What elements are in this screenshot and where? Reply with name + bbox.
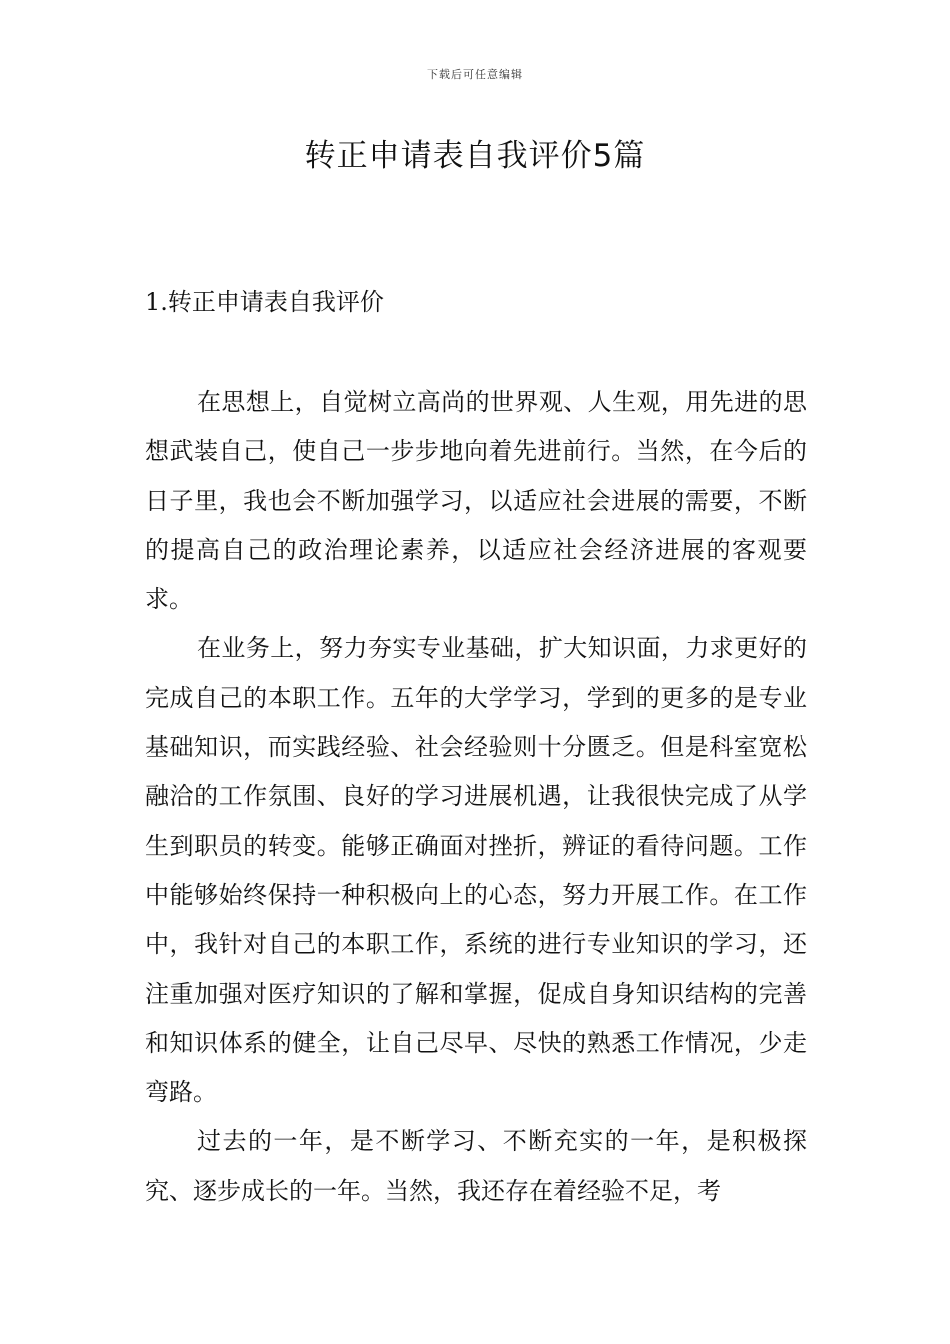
section-heading: 1.转正申请表自我评价 [145, 288, 384, 316]
paragraph-business: 在业务上，努力夯实专业基础，扩大知识面，力求更好的完成自己的本职工作。五年的大学学习，学到的更多的是专业基础知识，而实践经验、社会经验则十分匮乏。但是科室宽松融洽的工作氛围、良好的学习进展机遇，让我很快完成了从学生到职员的转变。能够正确面对挫折，辨证的看待问题。工作中能够始终保持一种积极向上的心态，努力开展工作。在工作中，我针对自己的本职工作，系统的进行专业知识的学习，还注重加强对医疗知识的了解和掌握，促成自身知识结构的完善和知识体系的健全，让自己尽早、尽快的熟悉工作情况，少走弯路。 [145, 634, 807, 1107]
document-title: 转正申请表自我评价5篇 [304, 138, 646, 174]
header-note: 下载后可任意编辑 [427, 68, 523, 81]
paragraph-ideology: 在思想上，自觉树立高尚的世界观、人生观，用先进的思想武装自己，使自己一步步地向着先进前行。当然，在今后的日子里，我也会不断加强学习，以适应社会进展的需要，不断的提高自己的政治理论素养，以适应社会经济进展的客观要求。 [145, 388, 807, 614]
paragraph-past-year: 过去的一年，是不断学习、不断充实的一年，是积极探究、逐步成长的一年。当然，我还存在着经验不足，考 [145, 1127, 807, 1205]
body-text [145, 378, 807, 1216]
